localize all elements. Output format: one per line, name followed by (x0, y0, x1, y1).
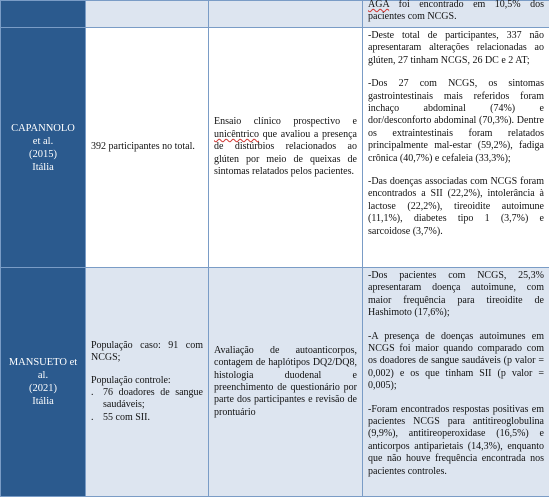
method-cell-mansueto (209, 268, 363, 497)
author-cell-empty (1, 1, 86, 28)
population-cell-empty (86, 1, 209, 28)
method-cell-capannolo (209, 28, 363, 268)
bullet-text: 55 com SII. (103, 411, 150, 423)
bullet-text: 76 doadores de sangue saudáveis; (103, 387, 203, 411)
author-year: (2015) (29, 148, 57, 160)
method-text: Avaliação de autoanticorpos, contagem de haplótipos DQ2/DQ8, histologia duodenal e preenchimento de questionário por parte dos participantes e revisão de prontuário (214, 344, 357, 418)
list-item (91, 412, 203, 424)
method-cell-empty (209, 1, 363, 28)
table-row-capannolo (1, 28, 549, 268)
bullet-mark: . (91, 387, 94, 398)
finding-paragraph: -A presença de doenças autoimunes em NCGS foi maior quando comparado com os doadores de sangue saudáveis (p valor = 0,002) e os que tinham SII (p valor = 0,005); (368, 330, 544, 392)
finding-paragraph: -Dos pacientes com NCGS, 25,3% apresentaram doença autoimune, com maior frequência para tireoidite de Hashimoto (17,6%); (368, 270, 544, 319)
author-name: MANSUETO et (8, 357, 78, 368)
finding-text: AGA foi encontrado em 10,5% dos pacientes com NCGS. (368, 0, 544, 23)
population-case: População caso: 91 com NCGS; (91, 339, 203, 364)
author-country: Itália (32, 396, 54, 407)
population-cell-capannolo (86, 28, 209, 268)
author-year: (2021) (29, 383, 57, 394)
findings-cell-top (363, 1, 549, 28)
population-cell-mansueto (86, 268, 209, 497)
author-etal: al. (37, 370, 49, 381)
finding-paragraph: -Deste total de participantes, 337 não apresentaram alterações relacionadas ao glúten, 27 tinham NCGS, 26 DC e 2 AT; (368, 30, 544, 66)
table-row-top (1, 1, 549, 28)
finding-paragraph: -Das doenças associadas com NCGS foram encontrados a SII (22,2%), intolerância à lactose (22,2%), tireoidite autoimune (11,1%), diabetes tipo 1 (3,7%) e sarcoidose (3,7%). (368, 176, 544, 237)
author-cell-mansueto (1, 268, 86, 497)
list-item (91, 387, 203, 412)
population-control-label: População controle: (91, 374, 171, 386)
method-text: Ensaio clínico prospectivo e unicêntrico que avaliou a presença de distúrbios relacionados ao glúten por meio de queixas de sintomas relatados pelos pacientes. (214, 116, 357, 178)
author-cell-capannolo (1, 28, 86, 268)
author-etal: et al. (32, 135, 54, 147)
finding-paragraph: -Dos 27 com NCGS, os sintomas gastrointestinais mais referidos foram inchaço abdominal (74%) e dor/desconforto abdominal (70,3%). Dentre os extraintestinais foram relatados principalmente mal-estar (59,2%), fadiga crônica (40,7%) e cefaleia (33,3%); (368, 78, 544, 164)
population-text: 392 participantes no total. (91, 141, 195, 153)
findings-cell-mansueto (363, 268, 549, 497)
table-row-mansueto (1, 268, 549, 497)
bullet-mark: . (91, 411, 94, 423)
finding-rest: foi encontrado em 10,5% dos pacientes com NCGS. (368, 0, 544, 23)
population-list (91, 340, 203, 424)
finding-paragraph: -Foram encontrados respostas positivas em pacientes NCGS para antitireoglobulina (9,9%), antitireoperoxidase (16,5%) e anticorpos antiparietais (14,3%), enquanto que não houve frequência encontrada nos pacientes controles. (368, 403, 544, 477)
author-name: CAPANNOLO (11, 122, 75, 134)
author-country: Itália (32, 161, 54, 173)
findings-cell-capannolo (363, 28, 549, 268)
